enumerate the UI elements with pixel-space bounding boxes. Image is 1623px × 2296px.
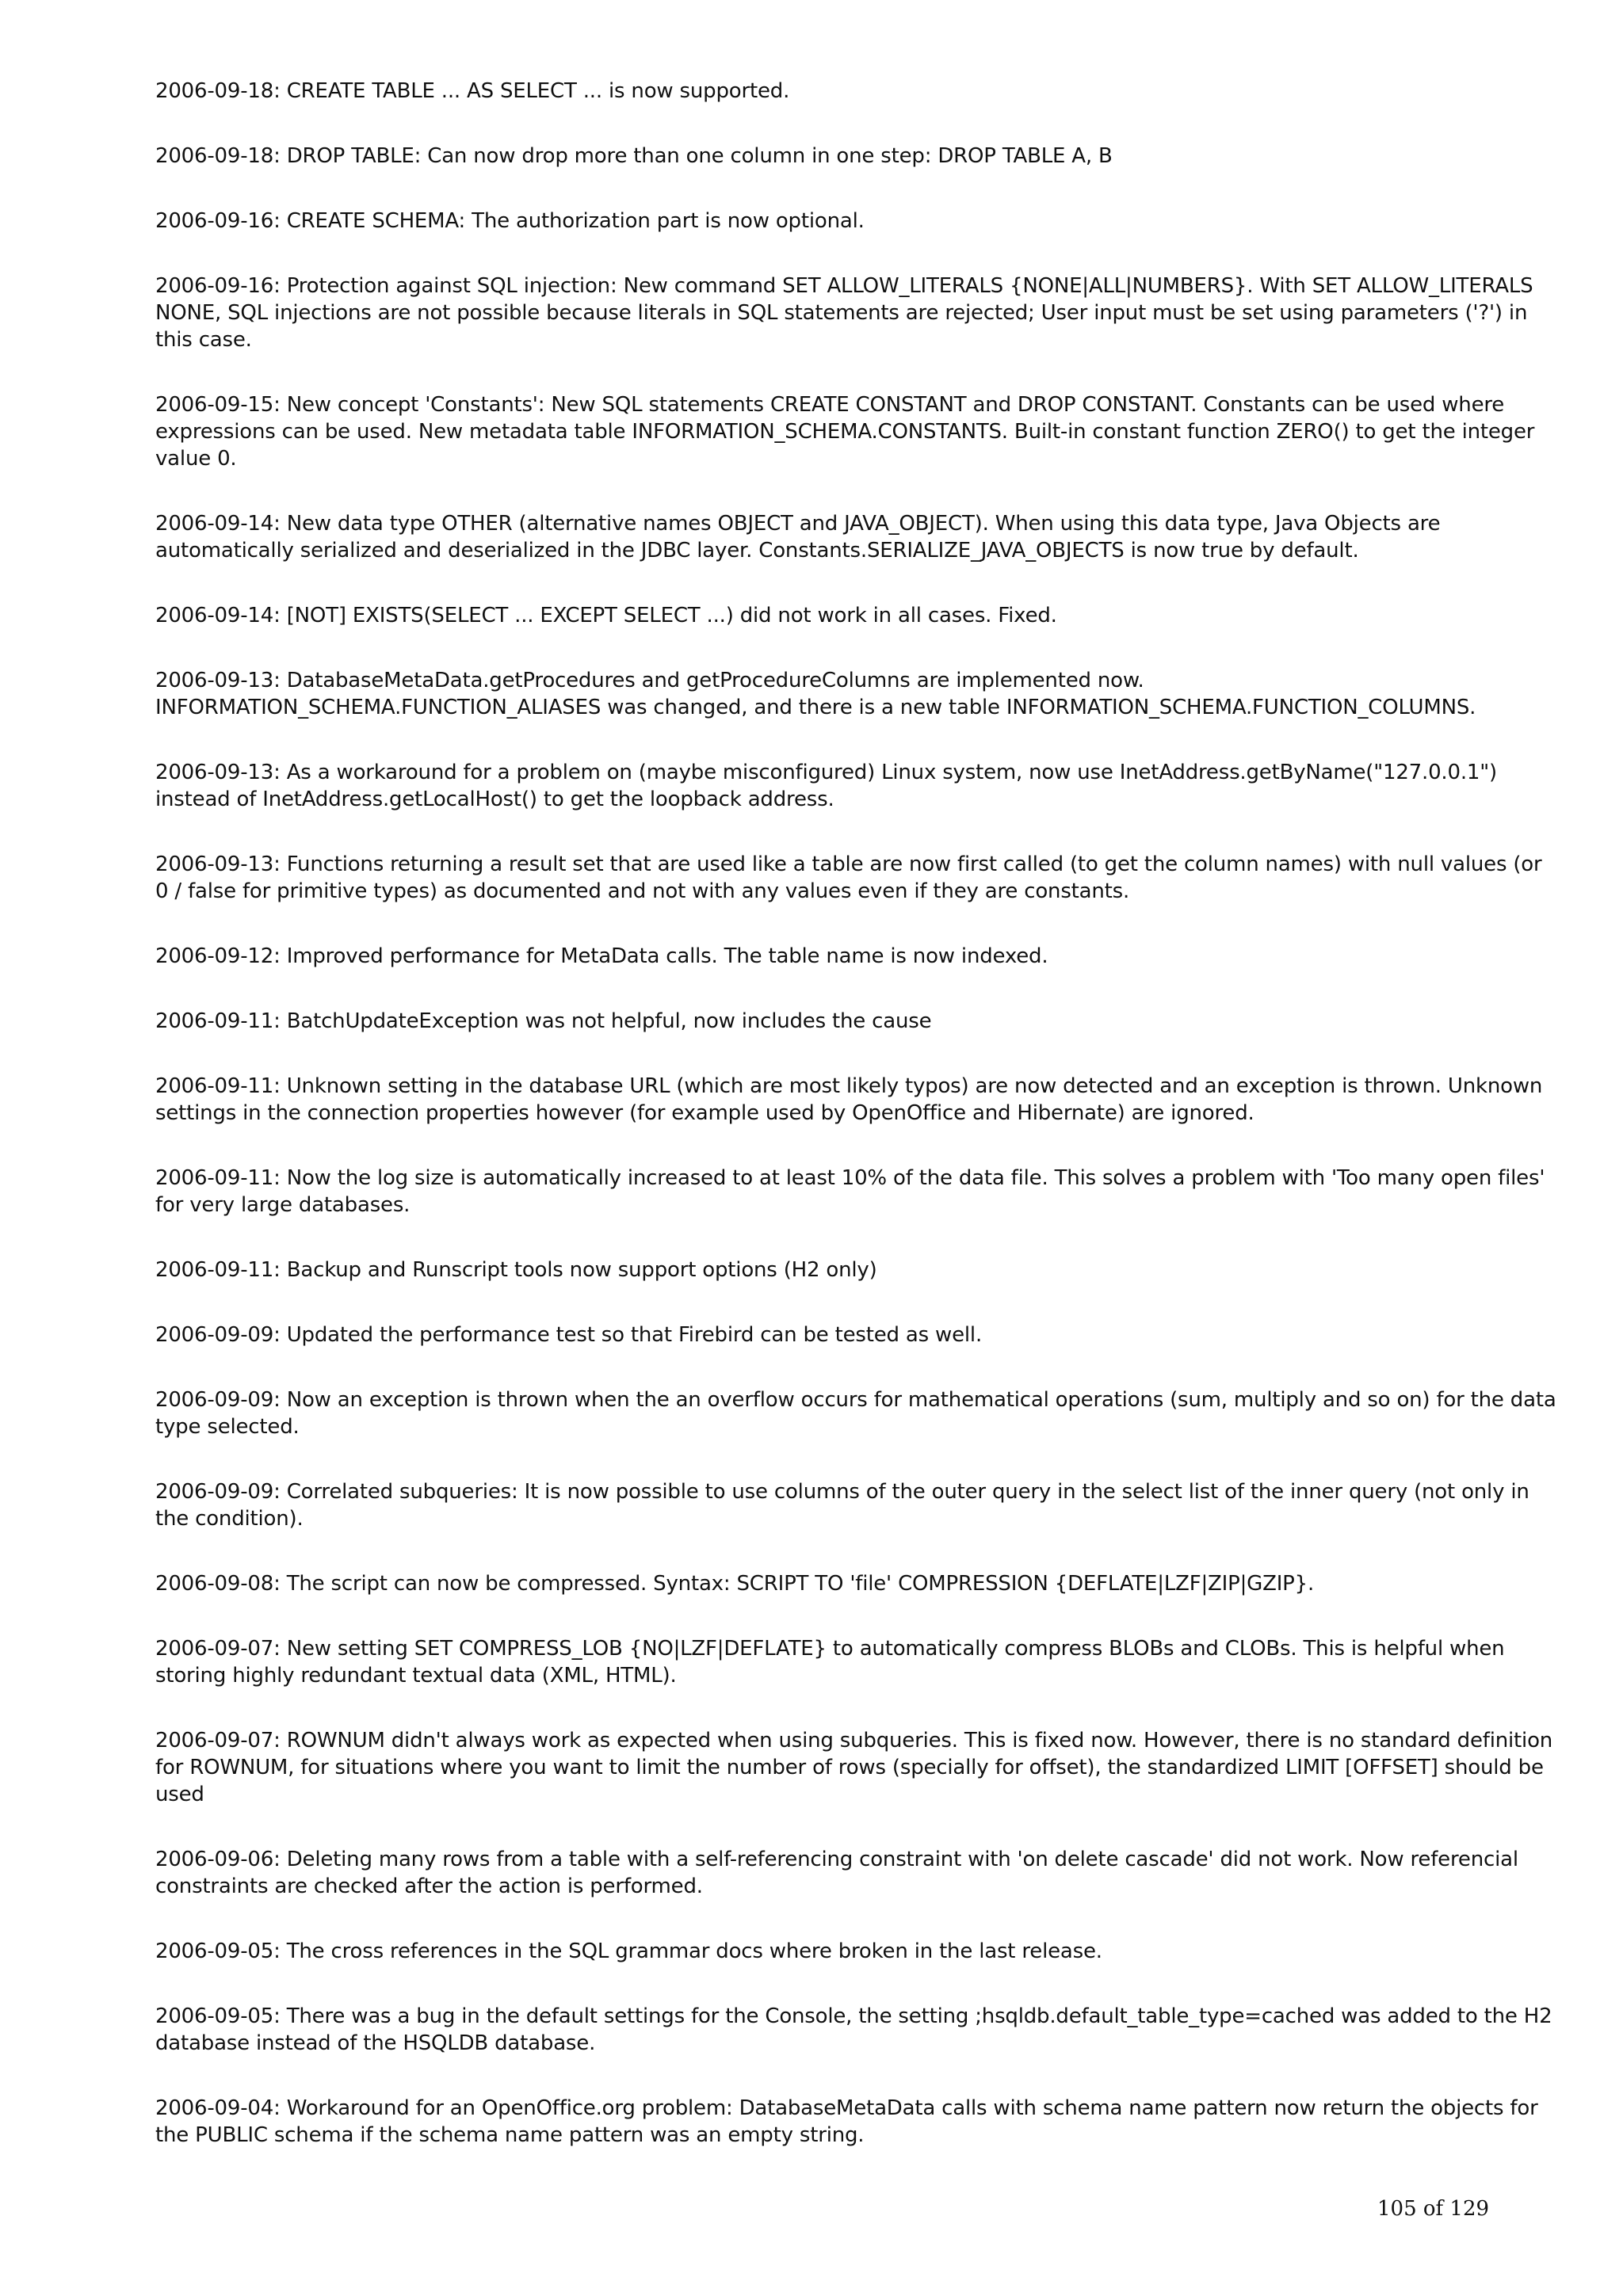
changelog-entry: 2006-09-09: Correlated subqueries: It is now possible to use columns of the outer query in the select list of the inner query (not only in the condition). xyxy=(155,1480,1529,1531)
changelog-entry: 2006-09-16: Protection against SQL injection: New command SET ALLOW_LITERALS {NONE|ALL|NUMBERS}. With SET ALLOW_LITERALS NONE, SQL injections are not possible because literals in SQL statements are rejected; User input must be set using parameters ('?') in this case. xyxy=(155,274,1533,352)
changelog-entry: 2006-09-11: Now the log size is automatically increased to at least 10% of the data file. This solves a problem with 'Too many open files' for very large databases. xyxy=(155,1166,1545,1217)
changelog-entry: 2006-09-11: Unknown setting in the database URL (which are most likely typos) are now detected and an exception is thrown. Unknown settings in the connection properties however (for example used by OpenOffice and Hibernate) are ignored. xyxy=(155,1074,1543,1125)
changelog-entry: 2006-09-18: DROP TABLE: Can now drop more than one column in one step: DROP TABLE A, B xyxy=(155,144,1113,168)
changelog-entry: 2006-09-13: DatabaseMetaData.getProcedures and getProcedureColumns are implemented now. INFORMATION_SCHEMA.FUNCTION_ALIASES was changed, and there is a new table INFORMATION_SCHEMA.FUNCTION_COLUMNS. xyxy=(155,669,1476,719)
changelog-entry: 2006-09-09: Now an exception is thrown when the an overflow occurs for mathematical operations (sum, multiply and so on) for the data type selected. xyxy=(155,1388,1556,1439)
changelog-entry: 2006-09-13: As a workaround for a problem on (maybe misconfigured) Linux system, now use InetAddress.getByName("127.0.0.1") instead of InetAddress.getLocalHost() to get the loopback address. xyxy=(155,761,1497,811)
changelog-entry: 2006-09-13: Functions returning a result set that are used like a table are now first called (to get the column names) with null values (or 0 / false for primitive types) as documented and not with any values even if they are constants. xyxy=(155,852,1542,903)
changelog-entry: 2006-09-08: The script can now be compressed. Syntax: SCRIPT TO 'file' COMPRESSION {DEFLATE|LZF|ZIP|GZIP}. xyxy=(155,1572,1315,1596)
changelog-entry: 2006-09-12: Improved performance for MetaData calls. The table name is now indexed. xyxy=(155,944,1048,968)
changelog-content xyxy=(155,78,1560,2187)
changelog-entry: 2006-09-07: New setting SET COMPRESS_LOB {NO|LZF|DEFLATE} to automatically compress BLOBs and CLOBs. This is helpful when storing highly redundant textual data (XML, HTML). xyxy=(155,1637,1505,1688)
changelog-entry: 2006-09-05: There was a bug in the default settings for the Console, the setting ;hsqldb.default_table_type=cached was added to the H2 database instead of the HSQLDB database. xyxy=(155,2004,1552,2055)
changelog-entry: 2006-09-14: [NOT] EXISTS(SELECT ... EXCEPT SELECT ...) did not work in all cases. Fixed. xyxy=(155,604,1057,627)
changelog-entry: 2006-09-06: Deleting many rows from a table with a self-referencing constraint with 'on delete cascade' did not work. Now referencial constraints are checked after the action is performed. xyxy=(155,1848,1518,1898)
changelog-entry: 2006-09-05: The cross references in the SQL grammar docs where broken in the last release. xyxy=(155,1939,1102,1963)
changelog-entry: 2006-09-09: Updated the performance test so that Firebird can be tested as well. xyxy=(155,1323,983,1347)
changelog-entry: 2006-09-18: CREATE TABLE ... AS SELECT ... is now supported. xyxy=(155,79,790,103)
changelog-entry: 2006-09-04: Workaround for an OpenOffice.org problem: DatabaseMetaData calls with schema name pattern now return the objects for the PUBLIC schema if the schema name pattern was an empty string. xyxy=(155,2096,1538,2147)
changelog-entry: 2006-09-11: BatchUpdateException was not helpful, now includes the cause xyxy=(155,1009,932,1033)
page-number: 105 of 129 xyxy=(1377,2197,1490,2221)
changelog-entry: 2006-09-15: New concept 'Constants': New SQL statements CREATE CONSTANT and DROP CONSTANT. Constants can be used where expressions can be used. New metadata table INFORMATION_SCHEMA.CONSTANTS. Built-in constant function ZERO() to get the integer value 0. xyxy=(155,393,1535,471)
changelog-entry: 2006-09-16: CREATE SCHEMA: The authorization part is now optional. xyxy=(155,209,865,233)
changelog-entry: 2006-09-11: Backup and Runscript tools now support options (H2 only) xyxy=(155,1258,877,1282)
changelog-entry: 2006-09-14: New data type OTHER (alternative names OBJECT and JAVA_OBJECT). When using this data type, Java Objects are automatically serialized and deserialized in the JDBC layer. Constants.SERIALIZE_JAVA_OBJECTS is now true by default. xyxy=(155,512,1441,563)
changelog-entry: 2006-09-07: ROWNUM didn't always work as expected when using subqueries. This is fixed now. However, there is no standard definition for ROWNUM, for situations where you want to limit the number of rows (specially for offset), the standardized LIMIT [OFFSET] should be used xyxy=(155,1729,1553,1806)
